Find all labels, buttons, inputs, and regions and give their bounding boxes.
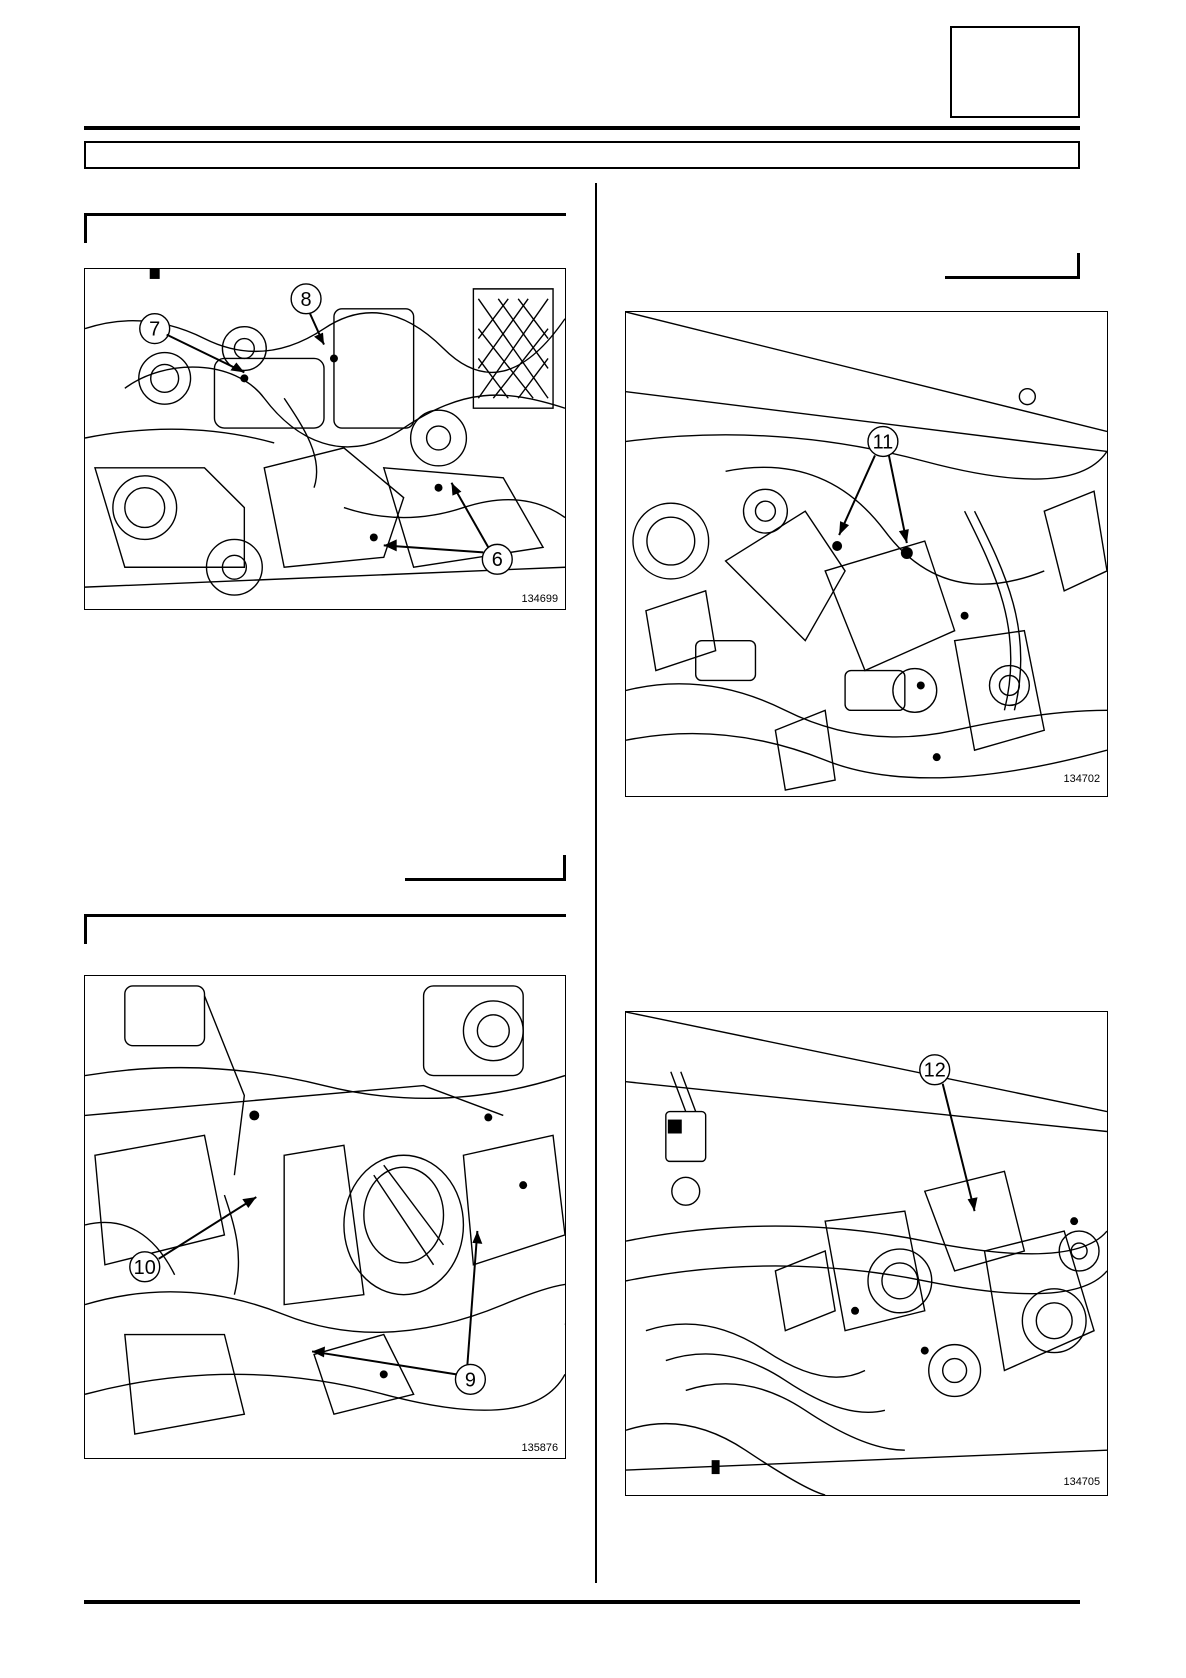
section-bracket-left [84,213,566,243]
figure-1-illustration [84,268,566,610]
figure-3-code: 134702 [1063,773,1101,786]
callout-9-label: 9 [464,1369,476,1392]
callout-12-label: 12 [923,1059,946,1082]
figure-3-illustration [625,311,1108,797]
callout-10-label: 10 [133,1256,156,1279]
callout-8-label: 8 [300,288,312,311]
figure-4-code: 134705 [1063,1476,1101,1489]
header-rule [84,126,1080,130]
section-title-bar [84,141,1080,169]
callout-6-label: 6 [491,549,503,572]
figure-2-code: 135876 [521,1442,559,1455]
column-divider [595,183,597,1583]
page-number-box [950,26,1080,118]
section-bracket-left-2 [84,914,566,944]
figure-4-illustration [625,1011,1108,1496]
section-bracket-close-right [945,253,1080,279]
callout-7-label: 7 [149,318,161,341]
figure-2-illustration [84,975,566,1459]
figure-1-code: 134699 [521,593,559,606]
section-bracket-close-left [405,855,566,881]
callout-11-label: 11 [872,431,894,454]
footer-rule [84,1600,1080,1604]
